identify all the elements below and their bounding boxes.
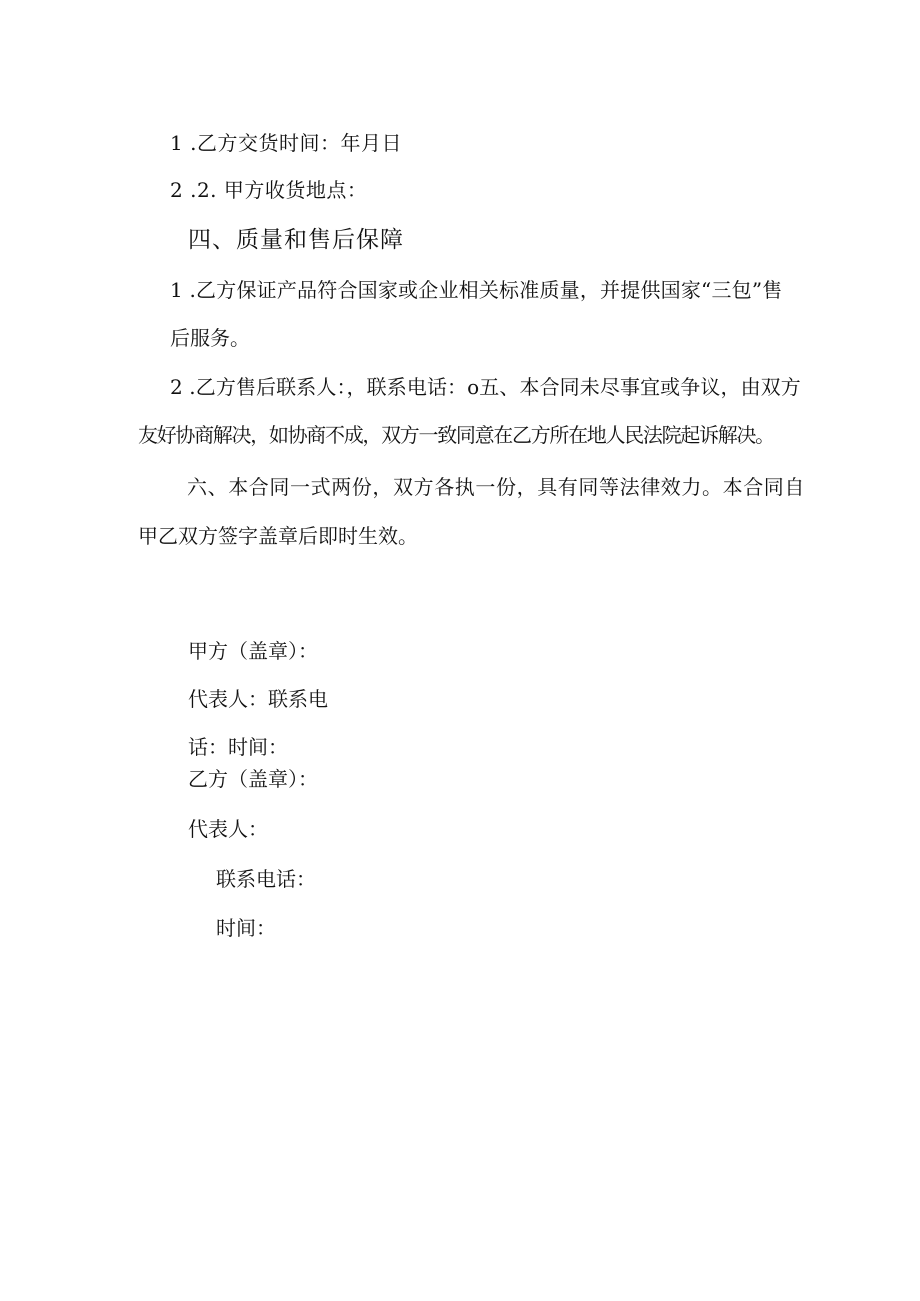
party-b-time-label: 时间： [216, 916, 276, 940]
party-b-phone-label: 联系电话： [216, 867, 316, 891]
quality-section-heading: 四、质量和售后保障 [188, 227, 404, 253]
party-a-phone-time-label: 话：时间： [188, 735, 288, 759]
quality-item-1-line-1: 1 .乙方保证产品符合国家或企业相关标准质量，并提供国家“三包”售 [170, 278, 783, 302]
clause-6-line-1: 六、本合同一式两份，双方各执一份，具有同等法律效力。本合同自 [187, 475, 805, 499]
party-b-representative-label: 代表人： [188, 817, 268, 841]
delivery-time-item: 1 .乙方交货时间：年月日 [170, 131, 402, 155]
quality-item-2-line-2: 友好协商解决，如协商不成，双方一致同意在乙方所在地人民法院起诉解决。 [138, 423, 774, 447]
quality-item-1-line-2: 后服务。 [170, 326, 250, 350]
quality-item-2-line-1: 2 .乙方售后联系人：，联系电话：o五、本合同未尽事宜或争议，由双方 [170, 375, 801, 399]
party-a-seal-label: 甲方（盖章）： [188, 639, 318, 663]
party-b-seal-label: 乙方（盖章）： [188, 767, 318, 791]
delivery-location-item: 2 .2. 甲方收货地点： [170, 178, 368, 202]
party-a-representative-label: 代表人：联系电 [188, 687, 328, 711]
clause-6-line-2: 甲乙双方签字盖章后即时生效。 [138, 524, 418, 548]
